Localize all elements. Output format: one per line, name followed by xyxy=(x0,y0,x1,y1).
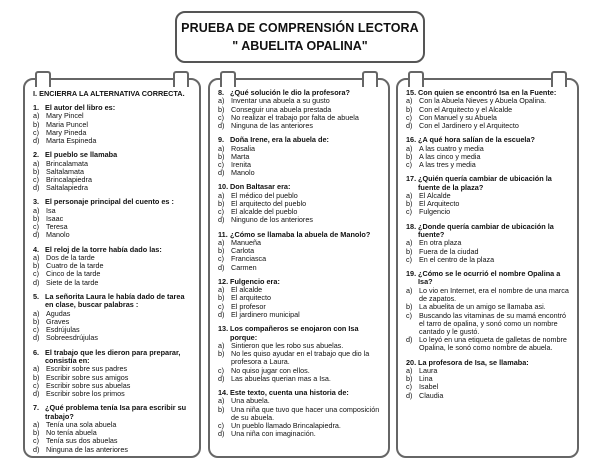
option-text: Agudas xyxy=(46,308,71,318)
answer-option[interactable] xyxy=(218,122,384,130)
question-block xyxy=(406,89,573,130)
question-block xyxy=(33,349,195,399)
question-text: ¿Cómo se le ocurrió el nombre Opalina a Isa? xyxy=(418,269,561,287)
option-letter: d) xyxy=(33,388,40,398)
question-text: El pueblo se llamaba xyxy=(45,150,118,160)
option-letter: d) xyxy=(33,183,40,193)
option-letter: b) xyxy=(218,199,225,209)
option-letter: b) xyxy=(33,166,40,176)
option-text: Ninguno de los anteriores xyxy=(231,215,313,225)
option-text: El alcalde xyxy=(231,285,263,295)
option-text: El médico del pueblo xyxy=(231,190,298,200)
option-letter: a) xyxy=(218,285,225,295)
question-number: 10. xyxy=(218,182,229,192)
option-letter: b) xyxy=(406,374,413,384)
answer-option[interactable] xyxy=(33,390,195,398)
question-block xyxy=(218,231,384,272)
question-block xyxy=(33,104,195,145)
option-letter: c) xyxy=(218,112,224,122)
question-text: ¿Donde quería cambiar de ubicación la fuente? xyxy=(418,221,554,240)
question-title xyxy=(406,223,573,240)
option-letter: b) xyxy=(33,261,40,271)
option-letter: a) xyxy=(218,143,225,153)
option-letter: c) xyxy=(406,310,412,320)
answer-option[interactable] xyxy=(33,231,195,239)
question-block xyxy=(218,325,384,383)
question-text: ¿A qué hora salían de la escuela? xyxy=(418,135,535,145)
question-block xyxy=(33,151,195,192)
question-number: 13. xyxy=(218,324,229,334)
answer-option[interactable] xyxy=(33,279,195,287)
option-text: Con Manuel y su Abuela xyxy=(419,112,497,122)
option-text: Escribir sobre sus abuelas xyxy=(46,380,131,390)
option-text: Teresa xyxy=(46,222,68,232)
option-text: Sobreesdrújulas xyxy=(46,333,98,343)
option-letter: b) xyxy=(406,246,413,256)
option-text: Irenita xyxy=(231,160,251,170)
option-letter: b) xyxy=(218,104,225,114)
option-letter: b) xyxy=(218,151,225,161)
option-text: Saltalapiedra xyxy=(46,183,88,193)
answer-option[interactable] xyxy=(33,334,195,342)
question-block xyxy=(218,389,384,438)
question-text: Doña Irene, era la abuela de: xyxy=(230,135,329,145)
option-letter: c) xyxy=(218,160,224,170)
option-text: Saltalamata xyxy=(46,166,84,176)
option-text: Manueña xyxy=(231,238,261,248)
option-text: No tenía abuela xyxy=(46,428,97,438)
option-letter: c) xyxy=(33,380,39,390)
option-letter: a) xyxy=(406,191,413,201)
question-block xyxy=(33,246,195,287)
option-letter: b) xyxy=(33,372,40,382)
option-text: Carlota xyxy=(231,246,255,256)
option-letter: d) xyxy=(33,136,40,146)
option-letter: a) xyxy=(33,205,40,215)
question-number: 14. xyxy=(218,387,229,397)
question-title xyxy=(33,293,195,310)
question-text: ¿Quién quería cambiar de ubicación la fuente de la plaza? xyxy=(418,174,552,192)
option-letter: d) xyxy=(33,277,40,287)
question-block xyxy=(218,89,384,130)
option-text: En otra plaza xyxy=(419,238,462,248)
option-text: El profesor xyxy=(231,301,266,311)
answer-option[interactable] xyxy=(218,264,384,272)
option-letter: a) xyxy=(33,111,40,121)
question-number: 20. xyxy=(406,357,417,367)
option-text: Franciasca xyxy=(231,254,267,264)
option-letter: c) xyxy=(33,222,39,232)
option-text: No realizar el trabajo por falta de abuela xyxy=(231,112,359,122)
option-text: Lo vio en Internet, era el nombre de una marca de zapatos. xyxy=(419,285,569,304)
question-block xyxy=(406,175,573,216)
option-text: Ninguna de las anteriores xyxy=(46,444,128,454)
option-letter: a) xyxy=(218,396,225,406)
answer-option[interactable] xyxy=(218,375,384,383)
option-letter: b) xyxy=(406,302,413,312)
question-block xyxy=(33,198,195,239)
option-text: No quiso jugar con ellos. xyxy=(231,365,310,375)
question-number: 3. xyxy=(33,197,40,207)
option-text: A las cuatro y media xyxy=(419,143,484,153)
question-number: 8. xyxy=(218,88,225,97)
answer-option[interactable] xyxy=(406,208,573,216)
option-letter: c) xyxy=(33,269,39,279)
option-text: A las tres y media xyxy=(419,160,476,170)
option-text: Las abuelas querian mas a Isa. xyxy=(231,373,331,383)
option-text: Manolo xyxy=(231,168,255,178)
option-text: El arquitecto del pueblo xyxy=(231,199,307,209)
answer-option[interactable] xyxy=(406,287,573,303)
option-letter: a) xyxy=(406,96,413,106)
option-text: Carmen xyxy=(231,262,257,272)
option-letter: c) xyxy=(218,254,224,264)
option-letter: c) xyxy=(218,301,224,311)
question-block xyxy=(218,136,384,177)
answer-option[interactable] xyxy=(33,137,195,145)
column-3 xyxy=(396,78,579,458)
option-text: Buscando las vitaminas de su mamá encontró el tarro de opalina, y sonó como un nombre cantado y le gustó. xyxy=(419,310,567,336)
option-letter: b) xyxy=(218,349,225,359)
option-letter: d) xyxy=(33,230,40,240)
question-number: 6. xyxy=(33,347,40,357)
question-block xyxy=(218,183,384,224)
option-text: El Alcalde xyxy=(419,191,451,201)
question-number: 18. xyxy=(406,221,417,231)
option-letter: a) xyxy=(218,238,225,248)
answer-option[interactable] xyxy=(218,350,384,366)
question-number: 1. xyxy=(33,103,40,112)
option-text: Isabel xyxy=(419,382,439,392)
question-text: La profesora de Isa, se llamaba: xyxy=(418,357,529,367)
option-letter: b) xyxy=(406,151,413,161)
option-letter: b) xyxy=(218,404,225,414)
option-letter: a) xyxy=(406,285,413,295)
option-text: Fuera de la ciudad xyxy=(419,246,479,256)
option-letter: c) xyxy=(218,207,224,217)
option-text: Una abuela. xyxy=(231,396,270,406)
option-text: Rosalia xyxy=(231,143,255,153)
answer-option[interactable] xyxy=(218,406,384,422)
answer-option[interactable] xyxy=(218,430,384,438)
question-text: La señorita Laura le había dado de tarea en clase, buscar palabras : xyxy=(45,291,185,310)
option-text: Graves xyxy=(46,316,70,326)
option-text: Marta Espineda xyxy=(46,136,97,146)
option-letter: c) xyxy=(33,175,39,185)
option-letter: b) xyxy=(33,119,40,129)
option-letter: d) xyxy=(218,373,225,383)
option-letter: a) xyxy=(33,253,40,263)
question-title xyxy=(33,349,195,366)
option-text: Cinco de la tarde xyxy=(46,269,101,279)
answer-option[interactable] xyxy=(406,122,573,130)
option-letter: b) xyxy=(33,428,40,438)
answer-option[interactable] xyxy=(218,311,384,319)
option-letter: c) xyxy=(33,436,39,446)
option-letter: c) xyxy=(406,254,412,264)
option-letter: c) xyxy=(33,325,39,335)
option-letter: d) xyxy=(406,335,413,345)
option-letter: a) xyxy=(218,340,225,350)
question-number: 4. xyxy=(33,244,40,254)
option-text: Tenía sus dos abuelas xyxy=(46,436,118,446)
answer-option[interactable] xyxy=(33,184,195,192)
option-letter: d) xyxy=(218,168,225,178)
question-text: Este texto, cuenta una historia de: xyxy=(230,387,349,397)
question-block xyxy=(406,223,573,264)
option-text: No les quiso ayudar en el trabajo que dio la profesora a Laura. xyxy=(231,349,370,367)
option-text: Una niña con imaginación. xyxy=(231,429,316,439)
option-letter: d) xyxy=(218,262,225,272)
option-text: La abuelita de un amigo se llamaba asi. xyxy=(419,302,546,312)
option-letter: b) xyxy=(406,104,413,114)
question-text: ¿Qué problema tenía Isa para escribir su trabajo? xyxy=(45,403,187,421)
option-letter: d) xyxy=(406,121,413,131)
answer-option[interactable] xyxy=(406,161,573,169)
option-text: Escribir sobre sus amigos xyxy=(46,372,129,382)
instructions-heading: I. ENCIERRA LA ALTERNATIVA CORRECTA. xyxy=(33,89,185,98)
question-number: 2. xyxy=(33,150,40,160)
option-text: Dos de la tarde xyxy=(46,253,95,263)
question-text: ¿Qué solución le dio la profesora? xyxy=(230,88,351,97)
option-letter: d) xyxy=(218,309,225,319)
option-letter: a) xyxy=(33,419,40,429)
option-letter: b) xyxy=(33,214,40,224)
option-letter: d) xyxy=(33,444,40,454)
option-text: Mary Pineda xyxy=(46,127,87,137)
option-letter: a) xyxy=(406,365,413,375)
option-letter: a) xyxy=(218,96,225,106)
question-title xyxy=(218,325,384,342)
option-text: A las cinco y media xyxy=(419,151,481,161)
option-letter: a) xyxy=(406,143,413,153)
question-text: Don Baltasar era: xyxy=(230,182,291,192)
question-text: El reloj de la torre había dado las: xyxy=(45,244,162,254)
question-number: 11. xyxy=(218,229,228,239)
option-letter: a) xyxy=(218,190,225,200)
option-text: El alcalde del pueblo xyxy=(231,207,298,217)
column-1 xyxy=(23,78,201,458)
option-text: En el centro de la plaza xyxy=(419,254,495,264)
option-letter: c) xyxy=(406,112,412,122)
question-text: El personaje principal del cuento es : xyxy=(45,197,174,207)
option-letter: d) xyxy=(218,429,225,439)
option-letter: a) xyxy=(33,308,40,318)
option-text: Laura xyxy=(419,365,438,375)
option-text: Esdrújulas xyxy=(46,325,80,335)
option-text: El Arquitecto xyxy=(419,199,460,209)
option-text: Claudia xyxy=(419,390,444,400)
question-title xyxy=(33,198,195,206)
option-text: Isaac xyxy=(46,214,64,224)
option-letter: c) xyxy=(218,420,224,430)
option-letter: d) xyxy=(218,215,225,225)
question-number: 7. xyxy=(33,403,40,413)
question-block xyxy=(406,136,573,169)
question-number: 19. xyxy=(406,269,417,279)
option-text: Inventar una abuela a su gusto xyxy=(231,96,330,106)
answer-option[interactable] xyxy=(218,216,384,224)
question-block xyxy=(33,404,195,454)
option-text: El jardinero municipal xyxy=(231,309,300,319)
option-text: Cuatro de la tarde xyxy=(46,261,104,271)
option-text: Lina xyxy=(419,374,433,384)
option-text: Manolo xyxy=(46,230,70,240)
answer-option[interactable] xyxy=(218,169,384,177)
option-text: Escribir sobre sus padres xyxy=(46,364,128,374)
question-block xyxy=(406,270,573,352)
option-letter: d) xyxy=(406,390,413,400)
question-title xyxy=(406,175,573,192)
option-letter: d) xyxy=(218,121,225,131)
page-title: PRUEBA DE COMPRENSIÓN LECTORA xyxy=(181,21,419,35)
option-text: Una niña que tuvo que hacer una composición de su abuela. xyxy=(231,404,380,422)
option-text: Fulgencio xyxy=(419,207,451,217)
question-block xyxy=(406,359,573,400)
option-letter: b) xyxy=(218,246,225,256)
question-block xyxy=(33,293,195,343)
option-text: Con el Arquitecto y el Alcalde xyxy=(419,104,513,114)
question-text: El autor del libro es: xyxy=(45,103,116,112)
option-text: Siete de la tarde xyxy=(46,277,99,287)
option-letter: a) xyxy=(406,238,413,248)
option-text: Marta xyxy=(231,151,250,161)
option-letter: c) xyxy=(33,127,39,137)
option-text: Brincalamata xyxy=(46,158,88,168)
answer-option[interactable] xyxy=(406,392,573,400)
option-text: Isa xyxy=(46,205,56,215)
option-letter: b) xyxy=(406,199,413,209)
title-box xyxy=(175,11,425,63)
question-number: 15. xyxy=(406,88,417,97)
option-letter: a) xyxy=(33,158,40,168)
question-number: 5. xyxy=(33,291,40,301)
answer-option[interactable] xyxy=(406,256,573,264)
option-text: Escribir sobre los primos xyxy=(46,388,125,398)
option-text: Lo leyó en una etiqueta de galletas de nombre Opalina, le sonó como nombre de abuela. xyxy=(419,335,567,353)
column-2 xyxy=(208,78,390,458)
question-text: El trabajo que les dieron para preparar, consistía en: xyxy=(45,347,181,365)
question-number: 16. xyxy=(406,135,417,145)
option-letter: b) xyxy=(33,316,40,326)
answer-option[interactable] xyxy=(406,312,573,337)
option-letter: c) xyxy=(406,160,412,170)
option-letter: c) xyxy=(406,382,412,392)
option-text: Un pueblo llamado Brincalapiedra. xyxy=(231,420,341,430)
page-subtitle: " ABUELITA OPALINA" xyxy=(232,39,368,53)
question-text: Con quien se encontró Isa en la Fuente: xyxy=(418,88,557,97)
option-letter: d) xyxy=(33,333,40,343)
option-text: El arquitecto xyxy=(231,293,271,303)
option-text: Mary Pincel xyxy=(46,111,84,121)
question-text: Los compañeros se enojaron con Isa porque: xyxy=(230,324,359,342)
option-letter: b) xyxy=(218,293,225,303)
option-text: Con la Abuela Nieves y Abuela Opalina. xyxy=(419,96,547,106)
option-text: Tenía una sola abuela xyxy=(46,419,117,429)
question-number: 9. xyxy=(218,135,225,145)
question-number: 12. xyxy=(218,276,229,286)
answer-option[interactable] xyxy=(406,336,573,352)
option-text: Maria Puncel xyxy=(46,119,88,129)
option-text: Sintieron que les robo sus abuelas. xyxy=(231,340,344,350)
option-text: Con el Jardinero y el Arquitecto xyxy=(419,121,519,131)
option-text: Ninguna de las anteriores xyxy=(231,121,313,131)
option-text: Brincalapiedra xyxy=(46,175,92,185)
question-block xyxy=(218,278,384,319)
option-letter: c) xyxy=(406,207,412,217)
question-text: ¿Cómo se llamaba la abuela de Manolo? xyxy=(230,229,371,239)
question-title xyxy=(33,404,195,421)
question-text: Fulgencio era: xyxy=(230,276,280,286)
question-title xyxy=(406,270,573,287)
option-text: Conseguir una abuela prestada xyxy=(231,104,332,114)
option-letter: c) xyxy=(218,365,224,375)
option-letter: a) xyxy=(33,364,40,374)
answer-option[interactable] xyxy=(33,446,195,454)
question-number: 17. xyxy=(406,174,417,184)
